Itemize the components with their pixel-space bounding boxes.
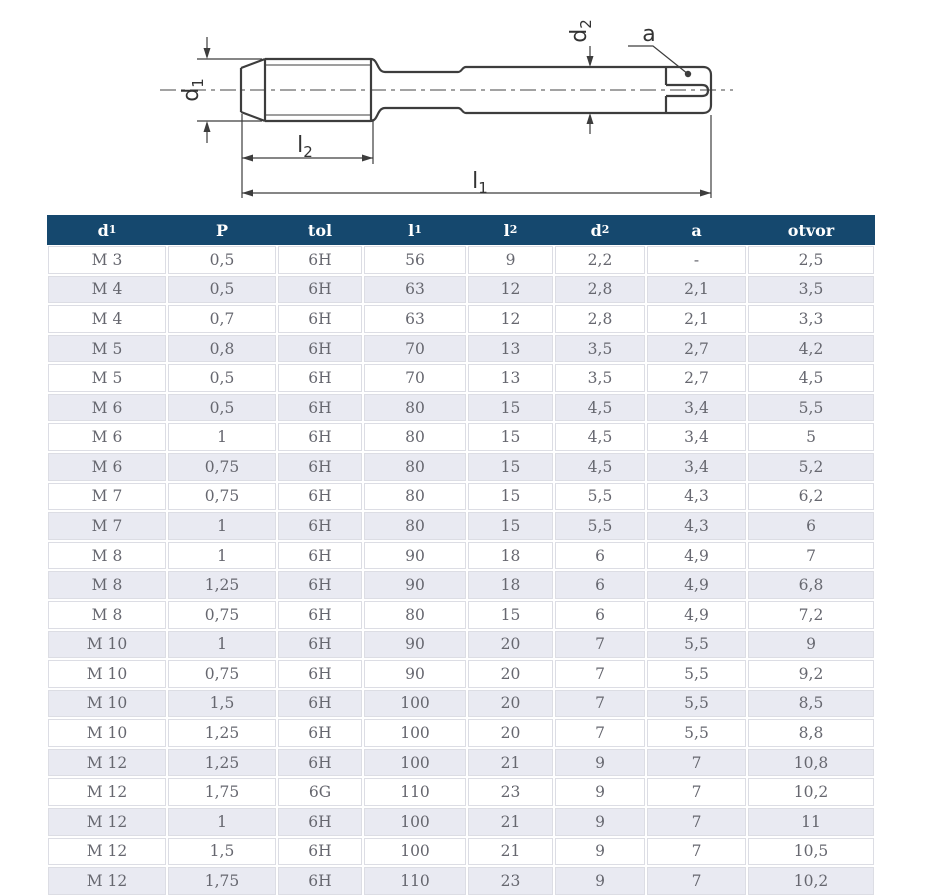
leader-dot xyxy=(685,71,691,77)
table-cell: 9 xyxy=(555,808,645,836)
table-cell: 1,25 xyxy=(168,719,276,747)
table-cell: 4,9 xyxy=(647,571,746,599)
table-cell: M 7 xyxy=(48,512,166,540)
table-cell: 6H xyxy=(278,601,362,629)
table-cell: 9 xyxy=(555,838,645,866)
table-cell: 18 xyxy=(468,542,553,570)
table-row xyxy=(47,807,875,837)
column-header-label: d xyxy=(590,220,602,240)
table-cell: M 7 xyxy=(48,483,166,511)
table-cell: 6H xyxy=(278,690,362,718)
table-row xyxy=(47,689,875,719)
column-header-d1: d 1 xyxy=(97,220,117,240)
specs-table xyxy=(47,215,875,896)
table-row xyxy=(47,422,875,452)
table-cell: 6,8 xyxy=(748,571,874,599)
table-cell: 80 xyxy=(364,394,466,422)
table-cell: 63 xyxy=(364,276,466,304)
table-cell: 7 xyxy=(748,542,874,570)
table-row xyxy=(47,659,875,689)
table-cell: 6H xyxy=(278,571,362,599)
table-cell: M 6 xyxy=(48,394,166,422)
dim-label-d2: $d_2$ xyxy=(567,19,595,43)
table-cell: 80 xyxy=(364,483,466,511)
column-header-d2: d 2 xyxy=(590,220,610,240)
table-cell: 0,5 xyxy=(168,394,276,422)
table-cell: 6H xyxy=(278,423,362,451)
table-cell: 10,2 xyxy=(748,867,874,895)
table-cell: 21 xyxy=(468,749,553,777)
table-row xyxy=(47,541,875,571)
table-cell: 5,2 xyxy=(748,453,874,481)
table-cell: 6 xyxy=(555,571,645,599)
table-cell: 1 xyxy=(168,631,276,659)
table-cell: 70 xyxy=(364,335,466,363)
table-cell: 7 xyxy=(647,867,746,895)
table-cell: 4,2 xyxy=(748,335,874,363)
table-cell: 80 xyxy=(364,453,466,481)
table-cell: 5 xyxy=(748,423,874,451)
table-cell: 4,5 xyxy=(555,453,645,481)
table-row xyxy=(47,748,875,778)
table-cell: 5,5 xyxy=(647,631,746,659)
table-cell: 6H xyxy=(278,867,362,895)
table-cell: M 4 xyxy=(48,276,166,304)
table-cell: 13 xyxy=(468,364,553,392)
table-cell: 6H xyxy=(278,749,362,777)
table-cell: 8,8 xyxy=(748,719,874,747)
table-cell: 7 xyxy=(555,719,645,747)
table-cell: 1 xyxy=(168,423,276,451)
table-cell: 7 xyxy=(555,660,645,688)
table-cell: - xyxy=(647,246,746,274)
column-header-l1: l 1 xyxy=(408,220,422,240)
table-cell: 0,5 xyxy=(168,246,276,274)
table-cell: 0,75 xyxy=(168,660,276,688)
table-cell: 6H xyxy=(278,453,362,481)
column-header-label: d xyxy=(97,220,109,240)
table-cell: 1 xyxy=(168,512,276,540)
dimension-lines xyxy=(197,37,711,198)
table-cell: 15 xyxy=(468,394,553,422)
table-cell: 6H xyxy=(278,483,362,511)
table-cell: 4,5 xyxy=(555,423,645,451)
table-cell: 3,3 xyxy=(748,305,874,333)
table-cell: 6H xyxy=(278,719,362,747)
table-cell: M 8 xyxy=(48,571,166,599)
table-cell: 20 xyxy=(468,631,553,659)
table-cell: M 10 xyxy=(48,719,166,747)
table-cell: 9 xyxy=(468,246,553,274)
table-cell: 18 xyxy=(468,571,553,599)
table-cell: 0,7 xyxy=(168,305,276,333)
table-cell: 9,2 xyxy=(748,660,874,688)
table-cell: 110 xyxy=(364,867,466,895)
table-row xyxy=(47,866,875,896)
column-header-label: l xyxy=(503,220,510,240)
table-cell: 9 xyxy=(555,867,645,895)
table-cell: 12 xyxy=(468,305,553,333)
table-row xyxy=(47,363,875,393)
table-cell: 9 xyxy=(555,749,645,777)
table-cell: 10,5 xyxy=(748,838,874,866)
dim-label-d1: $d_1$ xyxy=(179,78,207,102)
table-cell: 23 xyxy=(468,867,553,895)
table-cell: 2,8 xyxy=(555,305,645,333)
dim-label-l1: $l_1$ xyxy=(472,169,488,197)
table-cell: 56 xyxy=(364,246,466,274)
table-row xyxy=(47,511,875,541)
table-cell: 5,5 xyxy=(647,660,746,688)
table-cell: 2,7 xyxy=(647,335,746,363)
table-cell: 6 xyxy=(555,542,645,570)
table-cell: 80 xyxy=(364,423,466,451)
table-cell: 0,8 xyxy=(168,335,276,363)
column-header-tol xyxy=(277,215,363,245)
table-cell: 100 xyxy=(364,749,466,777)
table-row xyxy=(47,452,875,482)
table-cell: 21 xyxy=(468,808,553,836)
table-cell: M 12 xyxy=(48,778,166,806)
table-cell: 4,5 xyxy=(748,364,874,392)
table-cell: 70 xyxy=(364,364,466,392)
table-cell: 8,5 xyxy=(748,690,874,718)
table-cell: M 12 xyxy=(48,808,166,836)
table-cell: 6H xyxy=(278,364,362,392)
table-cell: 9 xyxy=(748,631,874,659)
table-cell: 6H xyxy=(278,246,362,274)
table-cell: 20 xyxy=(468,719,553,747)
table-cell: 2,7 xyxy=(647,364,746,392)
table-body xyxy=(47,245,875,896)
table-cell: 80 xyxy=(364,601,466,629)
table-cell: 3,5 xyxy=(555,335,645,363)
table-cell: 1,5 xyxy=(168,690,276,718)
table-cell: 1,25 xyxy=(168,749,276,777)
column-header-p xyxy=(167,215,277,245)
column-header-l2: l 2 xyxy=(503,220,518,240)
table-row xyxy=(47,630,875,660)
table-cell: 6H xyxy=(278,660,362,688)
table-cell: 6H xyxy=(278,542,362,570)
table-cell: 0,75 xyxy=(168,453,276,481)
table-cell: 5,5 xyxy=(647,719,746,747)
table-cell: M 3 xyxy=(48,246,166,274)
table-cell: 6H xyxy=(278,838,362,866)
table-cell: 12 xyxy=(468,276,553,304)
table-cell: 4,9 xyxy=(647,542,746,570)
table-cell: 5,5 xyxy=(555,512,645,540)
table-cell: 6H xyxy=(278,631,362,659)
column-header-label: tol xyxy=(307,220,333,240)
table-cell: 6H xyxy=(278,305,362,333)
tap-technical-drawing xyxy=(0,0,925,213)
table-cell: M 6 xyxy=(48,423,166,451)
table-cell: 0,5 xyxy=(168,276,276,304)
table-cell: M 5 xyxy=(48,335,166,363)
table-cell: 0,75 xyxy=(168,601,276,629)
table-row xyxy=(47,275,875,305)
table-cell: 6H xyxy=(278,512,362,540)
table-row xyxy=(47,718,875,748)
table-cell: 5,5 xyxy=(555,483,645,511)
table-cell: 2,2 xyxy=(555,246,645,274)
table-cell: M 12 xyxy=(48,867,166,895)
table-cell: 6H xyxy=(278,808,362,836)
table-row xyxy=(47,570,875,600)
table-cell: 1 xyxy=(168,808,276,836)
table-cell: 13 xyxy=(468,335,553,363)
table-cell: 90 xyxy=(364,631,466,659)
column-header-label: l xyxy=(408,220,415,240)
table-cell: 6 xyxy=(748,512,874,540)
table-cell: M 5 xyxy=(48,364,166,392)
table-cell: 7 xyxy=(555,631,645,659)
table-cell: 6,2 xyxy=(748,483,874,511)
table-row xyxy=(47,304,875,334)
table-cell: 80 xyxy=(364,512,466,540)
table-cell: 90 xyxy=(364,542,466,570)
table-cell: 9 xyxy=(555,778,645,806)
table-cell: 3,4 xyxy=(647,453,746,481)
table-cell: 6H xyxy=(278,276,362,304)
table-cell: 2,5 xyxy=(748,246,874,274)
table-cell: 15 xyxy=(468,512,553,540)
table-cell: 3,5 xyxy=(748,276,874,304)
column-header-otvor xyxy=(747,215,875,245)
table-cell: M 10 xyxy=(48,631,166,659)
table-cell: 110 xyxy=(364,778,466,806)
table-cell: 20 xyxy=(468,660,553,688)
table-cell: 7 xyxy=(647,838,746,866)
table-cell: 11 xyxy=(748,808,874,836)
column-header-a xyxy=(646,215,747,245)
table-cell: 0,75 xyxy=(168,483,276,511)
table-cell: 7 xyxy=(647,749,746,777)
table-cell: 4,3 xyxy=(647,483,746,511)
table-cell: 63 xyxy=(364,305,466,333)
dimension-arrowheads xyxy=(204,48,712,197)
table-cell: 10,8 xyxy=(748,749,874,777)
table-cell: 0,5 xyxy=(168,364,276,392)
table-cell: 20 xyxy=(468,690,553,718)
dim-label-a: a xyxy=(642,22,656,47)
table-cell: M 12 xyxy=(48,749,166,777)
table-cell: 2,1 xyxy=(647,305,746,333)
table-cell: 10,2 xyxy=(748,778,874,806)
table-row xyxy=(47,334,875,364)
column-header-label: a xyxy=(691,220,702,240)
table-cell: 3,5 xyxy=(555,364,645,392)
table-cell: 7,2 xyxy=(748,601,874,629)
table-cell: 7 xyxy=(647,808,746,836)
table-cell: 2,8 xyxy=(555,276,645,304)
table-cell: 23 xyxy=(468,778,553,806)
table-cell: 4,3 xyxy=(647,512,746,540)
table-cell: 15 xyxy=(468,423,553,451)
table-cell: 90 xyxy=(364,571,466,599)
table-cell: M 8 xyxy=(48,542,166,570)
column-header-label: P xyxy=(215,220,229,240)
table-cell: 15 xyxy=(468,601,553,629)
table-cell: 15 xyxy=(468,483,553,511)
table-cell: M 10 xyxy=(48,660,166,688)
table-cell: M 6 xyxy=(48,453,166,481)
table-row xyxy=(47,245,875,275)
table-cell: M 4 xyxy=(48,305,166,333)
table-cell: 6H xyxy=(278,394,362,422)
table-cell: 1 xyxy=(168,542,276,570)
table-cell: 100 xyxy=(364,838,466,866)
table-cell: 3,4 xyxy=(647,394,746,422)
table-cell: 1,25 xyxy=(168,571,276,599)
table-cell: 4,9 xyxy=(647,601,746,629)
table-cell: M 10 xyxy=(48,690,166,718)
table-cell: 7 xyxy=(555,690,645,718)
table-cell: 1,75 xyxy=(168,867,276,895)
table-cell: 6 xyxy=(555,601,645,629)
table-row xyxy=(47,393,875,423)
dim-label-l2: $l_2$ xyxy=(297,133,313,161)
column-header-label: otvor xyxy=(787,220,835,240)
table-cell: 100 xyxy=(364,690,466,718)
table-cell: M 12 xyxy=(48,838,166,866)
table-cell: 3,4 xyxy=(647,423,746,451)
table-cell: 100 xyxy=(364,808,466,836)
table-cell: 1,75 xyxy=(168,778,276,806)
table-cell: 21 xyxy=(468,838,553,866)
table-cell: 6G xyxy=(278,778,362,806)
table-cell: 90 xyxy=(364,660,466,688)
table-cell: 6H xyxy=(278,335,362,363)
table-cell: 4,5 xyxy=(555,394,645,422)
table-row xyxy=(47,777,875,807)
table-header xyxy=(47,215,875,245)
table-cell: 1,5 xyxy=(168,838,276,866)
table-row xyxy=(47,482,875,512)
table-cell: 2,1 xyxy=(647,276,746,304)
table-cell: M 8 xyxy=(48,601,166,629)
table-cell: 7 xyxy=(647,778,746,806)
table-cell: 5,5 xyxy=(647,690,746,718)
table-cell: 5,5 xyxy=(748,394,874,422)
table-cell: 15 xyxy=(468,453,553,481)
table-row xyxy=(47,837,875,867)
table-row xyxy=(47,600,875,630)
table-cell: 100 xyxy=(364,719,466,747)
